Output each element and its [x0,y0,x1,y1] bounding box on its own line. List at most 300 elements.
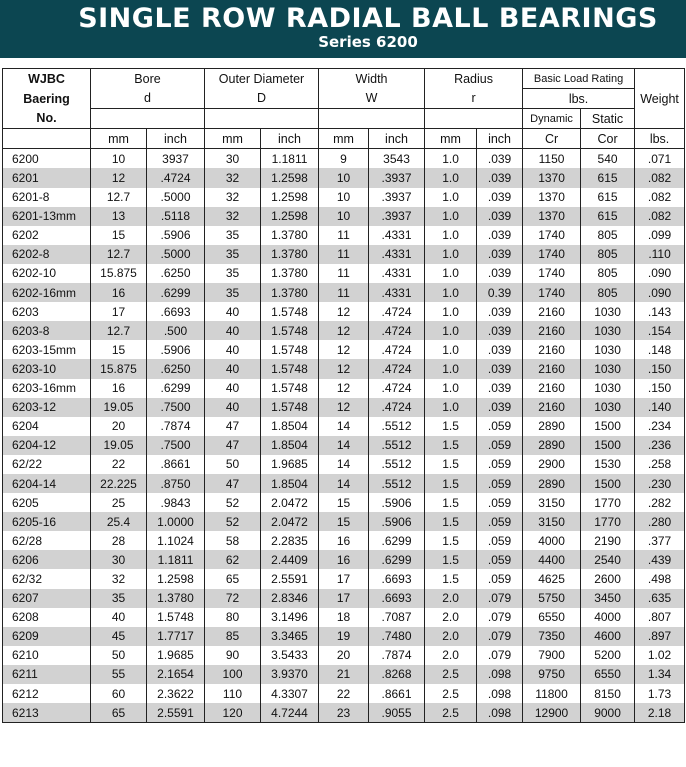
cell-weight-lbs: .154 [635,321,685,340]
page-subtitle: Series 6200 [318,33,418,51]
cell-bore-inch: .8750 [147,474,205,493]
cell-weight-lbs: .110 [635,245,685,264]
cell-bore-inch: .9843 [147,493,205,512]
cell-load-cor: 1030 [581,359,635,378]
table-row [3,149,685,169]
cell-width-mm: 12 [319,359,369,378]
cell-radius-mm: 1.5 [425,531,477,550]
cell-radius-inch: 0.39 [477,283,523,302]
cell-load-cor: 1030 [581,340,635,359]
cell-load-cr: 2160 [523,379,581,398]
cell-bore-inch: .5118 [147,207,205,226]
cell-bearing-no: 6203 [3,302,91,321]
cell-radius-mm: 2.5 [425,684,477,703]
cell-outer-inch: 1.3780 [261,245,319,264]
cell-width-mm: 16 [319,550,369,569]
cell-radius-inch: .098 [477,684,523,703]
cell-load-cr: 2160 [523,398,581,417]
cell-weight-lbs: .807 [635,608,685,627]
cell-weight-lbs: .498 [635,569,685,588]
cell-outer-mm: 85 [205,627,261,646]
cell-width-inch: .8661 [369,684,425,703]
cell-width-inch: .5512 [369,417,425,436]
cell-load-cor: 1500 [581,474,635,493]
col-header-basic-load-rating: Basic Load Rating [523,69,635,89]
cell-outer-inch: 3.9370 [261,665,319,684]
col-header-width-blank [319,109,425,129]
cell-width-mm: 15 [319,493,369,512]
cell-outer-mm: 40 [205,302,261,321]
cell-width-inch: .5512 [369,474,425,493]
cell-load-cr: 3150 [523,512,581,531]
cell-radius-inch: .059 [477,512,523,531]
cell-load-cor: 805 [581,283,635,302]
cell-load-cor: 540 [581,149,635,169]
cell-outer-inch: 1.8504 [261,417,319,436]
table-row [3,550,685,569]
cell-load-cor: 805 [581,264,635,283]
page-title: SINGLE ROW RADIAL BALL BEARINGS [78,3,658,34]
cell-radius-mm: 1.0 [425,207,477,226]
cell-outer-mm: 72 [205,589,261,608]
cell-radius-inch: .039 [477,207,523,226]
cell-radius-mm: 1.0 [425,245,477,264]
cell-bore-mm: 20 [91,417,147,436]
cell-radius-inch: .079 [477,589,523,608]
cell-bearing-no: 6208 [3,608,91,627]
cell-radius-inch: .039 [477,321,523,340]
cell-weight-lbs: .234 [635,417,685,436]
cell-width-inch: 3543 [369,149,425,169]
cell-bearing-no: 6209 [3,627,91,646]
cell-width-inch: .4724 [369,379,425,398]
cell-load-cr: 11800 [523,684,581,703]
cell-outer-mm: 40 [205,340,261,359]
cell-outer-mm: 40 [205,359,261,378]
cell-width-mm: 17 [319,589,369,608]
cell-load-cor: 1770 [581,512,635,531]
cell-width-mm: 14 [319,455,369,474]
cell-width-inch: .4331 [369,264,425,283]
cell-outer-inch: 2.0472 [261,493,319,512]
cell-radius-mm: 1.0 [425,283,477,302]
cell-width-inch: .6693 [369,569,425,588]
cell-width-mm: 18 [319,608,369,627]
cell-radius-inch: .059 [477,493,523,512]
table-row [3,474,685,493]
cell-radius-mm: 1.5 [425,550,477,569]
cell-width-inch: .4331 [369,283,425,302]
cell-outer-inch: 1.2598 [261,207,319,226]
cell-width-mm: 15 [319,512,369,531]
cell-radius-inch: .039 [477,168,523,187]
cell-load-cr: 2900 [523,455,581,474]
cell-width-mm: 14 [319,417,369,436]
table-row [3,188,685,207]
cell-outer-inch: 1.5748 [261,398,319,417]
table-row [3,531,685,550]
cell-load-cor: 6550 [581,665,635,684]
cell-outer-inch: 1.5748 [261,359,319,378]
cell-width-mm: 10 [319,188,369,207]
cell-load-cr: 1370 [523,168,581,187]
cell-load-cor: 1030 [581,321,635,340]
cell-bore-inch: 1.5748 [147,608,205,627]
cell-radius-inch: .059 [477,417,523,436]
table-row [3,302,685,321]
cell-bore-mm: 12.7 [91,321,147,340]
cell-radius-inch: .059 [477,550,523,569]
cell-load-cor: 1030 [581,398,635,417]
cell-bearing-no: 6205 [3,493,91,512]
cell-radius-inch: .098 [477,703,523,723]
col-header-radius-symbol: r [425,89,523,109]
col-header-load-unit: lbs. [523,89,635,109]
cell-bearing-no: 6201-8 [3,188,91,207]
table-row [3,512,685,531]
cell-bearing-no: 6210 [3,646,91,665]
cell-load-cr: 1370 [523,188,581,207]
cell-width-mm: 19 [319,627,369,646]
cell-radius-mm: 1.0 [425,168,477,187]
cell-width-mm: 20 [319,646,369,665]
cell-weight-lbs: 1.34 [635,665,685,684]
cell-bore-mm: 30 [91,550,147,569]
cell-outer-mm: 30 [205,149,261,169]
cell-weight-lbs: .150 [635,359,685,378]
col-header-bore-mm: mm [91,129,147,149]
cell-bore-mm: 15.875 [91,359,147,378]
cell-weight-lbs: .230 [635,474,685,493]
cell-radius-inch: .039 [477,302,523,321]
cell-bore-mm: 45 [91,627,147,646]
cell-outer-mm: 100 [205,665,261,684]
cell-outer-mm: 35 [205,245,261,264]
cell-bearing-no: 6207 [3,589,91,608]
cell-width-inch: .3937 [369,168,425,187]
cell-outer-mm: 35 [205,283,261,302]
cell-outer-mm: 52 [205,512,261,531]
cell-bearing-no: 6203-12 [3,398,91,417]
cell-radius-inch: .039 [477,264,523,283]
cell-weight-lbs: .090 [635,264,685,283]
cell-bore-inch: 3937 [147,149,205,169]
cell-width-mm: 11 [319,283,369,302]
cell-load-cor: 1030 [581,302,635,321]
table-body [3,149,685,723]
cell-width-inch: .5906 [369,493,425,512]
cell-bore-mm: 13 [91,207,147,226]
cell-load-cor: 8150 [581,684,635,703]
cell-outer-mm: 32 [205,207,261,226]
col-header-outer-diameter: Outer Diameter [205,69,319,89]
cell-bore-mm: 40 [91,608,147,627]
cell-radius-mm: 1.5 [425,417,477,436]
cell-bearing-no: 6200 [3,149,91,169]
col-header-width: Width [319,69,425,89]
cell-radius-inch: .039 [477,379,523,398]
cell-outer-mm: 47 [205,436,261,455]
cell-radius-inch: .059 [477,569,523,588]
cell-load-cor: 615 [581,188,635,207]
cell-outer-mm: 47 [205,474,261,493]
cell-bore-mm: 28 [91,531,147,550]
cell-load-cr: 2160 [523,302,581,321]
cell-bearing-no: 6211 [3,665,91,684]
cell-bearing-no: 6206 [3,550,91,569]
cell-bore-inch: 2.5591 [147,703,205,723]
cell-width-inch: .6299 [369,550,425,569]
cell-weight-lbs: .099 [635,226,685,245]
cell-radius-mm: 2.0 [425,627,477,646]
cell-radius-inch: .098 [477,665,523,684]
cell-bore-inch: .6250 [147,264,205,283]
cell-bore-inch: .5000 [147,188,205,207]
cell-width-inch: .4724 [369,359,425,378]
cell-load-cr: 5750 [523,589,581,608]
cell-radius-mm: 1.0 [425,379,477,398]
table-row [3,703,685,723]
cell-width-inch: .4724 [369,340,425,359]
cell-width-mm: 21 [319,665,369,684]
cell-load-cr: 12900 [523,703,581,723]
cell-load-cor: 805 [581,226,635,245]
cell-width-inch: .8268 [369,665,425,684]
cell-outer-inch: 1.2598 [261,168,319,187]
cell-radius-mm: 1.5 [425,436,477,455]
cell-load-cr: 2160 [523,340,581,359]
cell-outer-inch: 1.5748 [261,302,319,321]
cell-radius-mm: 1.0 [425,188,477,207]
cell-load-cor: 9000 [581,703,635,723]
cell-bore-mm: 16 [91,283,147,302]
cell-outer-mm: 50 [205,455,261,474]
cell-weight-lbs: .082 [635,188,685,207]
cell-weight-lbs: .082 [635,168,685,187]
cell-width-inch: .3937 [369,188,425,207]
table-row [3,569,685,588]
cell-load-cor: 805 [581,245,635,264]
cell-width-inch: .7480 [369,627,425,646]
col-header-radius-blank [425,109,523,129]
cell-bearing-no: 6204-12 [3,436,91,455]
cell-weight-lbs: 1.02 [635,646,685,665]
cell-bearing-no: 6202-8 [3,245,91,264]
cell-load-cr: 3150 [523,493,581,512]
cell-bore-inch: .8661 [147,455,205,474]
table-row [3,455,685,474]
cell-bearing-no: 6203-15mm [3,340,91,359]
cell-outer-inch: 4.3307 [261,684,319,703]
cell-width-inch: .4724 [369,302,425,321]
cell-bore-inch: .4724 [147,168,205,187]
cell-width-mm: 11 [319,226,369,245]
cell-width-inch: .7087 [369,608,425,627]
table-row [3,379,685,398]
table-row [3,646,685,665]
cell-width-inch: .4331 [369,226,425,245]
cell-radius-inch: .039 [477,245,523,264]
cell-bore-inch: 1.1024 [147,531,205,550]
col-header-width-mm: mm [319,129,369,149]
cell-width-mm: 17 [319,569,369,588]
cell-bearing-no: 62/22 [3,455,91,474]
cell-bore-inch: .7874 [147,417,205,436]
cell-bore-inch: 1.0000 [147,512,205,531]
col-header-radius: Radius [425,69,523,89]
cell-bore-inch: 1.2598 [147,569,205,588]
cell-bore-mm: 55 [91,665,147,684]
cell-weight-lbs: .236 [635,436,685,455]
cell-outer-inch: 1.8504 [261,436,319,455]
cell-load-cor: 4000 [581,608,635,627]
cell-outer-mm: 58 [205,531,261,550]
cell-load-cr: 2890 [523,436,581,455]
bearing-spec-table [2,68,685,723]
cell-outer-mm: 110 [205,684,261,703]
cell-radius-inch: .039 [477,188,523,207]
col-header-outer-blank [205,109,319,129]
cell-radius-mm: 2.5 [425,703,477,723]
cell-load-cr: 2890 [523,417,581,436]
cell-bearing-no: 6203-16mm [3,379,91,398]
col-header-no: No. [3,109,91,129]
cell-bore-mm: 10 [91,149,147,169]
cell-outer-inch: 1.3780 [261,283,319,302]
cell-load-cr: 9750 [523,665,581,684]
col-header-weight-unit: lbs. [635,129,685,149]
cell-radius-mm: 1.0 [425,226,477,245]
cell-radius-inch: .079 [477,608,523,627]
col-header-bore: Bore [91,69,205,89]
cell-outer-mm: 90 [205,646,261,665]
cell-load-cr: 4625 [523,569,581,588]
cell-radius-inch: .039 [477,398,523,417]
cell-width-inch: .7874 [369,646,425,665]
cell-weight-lbs: 1.73 [635,684,685,703]
cell-outer-inch: 1.3780 [261,264,319,283]
cell-outer-mm: 35 [205,226,261,245]
cell-bore-inch: .5906 [147,226,205,245]
cell-outer-inch: 2.4409 [261,550,319,569]
cell-radius-inch: .059 [477,474,523,493]
cell-load-cr: 1740 [523,226,581,245]
col-header-bore-blank [91,109,205,129]
cell-load-cor: 615 [581,168,635,187]
cell-outer-mm: 80 [205,608,261,627]
cell-outer-inch: 1.1811 [261,149,319,169]
cell-bore-inch: .6299 [147,283,205,302]
cell-load-cr: 6550 [523,608,581,627]
cell-radius-mm: 1.0 [425,264,477,283]
cell-bearing-no: 6205-16 [3,512,91,531]
cell-radius-inch: .059 [477,531,523,550]
cell-load-cr: 1150 [523,149,581,169]
col-header-radius-inch: inch [477,129,523,149]
cell-outer-mm: 35 [205,264,261,283]
cell-load-cor: 1770 [581,493,635,512]
cell-bearing-no: 6202 [3,226,91,245]
cell-bearing-no: 6204 [3,417,91,436]
cell-bearing-no: 6203-10 [3,359,91,378]
cell-radius-inch: .079 [477,627,523,646]
cell-weight-lbs: 2.18 [635,703,685,723]
col-header-no-blank [3,129,91,149]
cell-load-cr: 4000 [523,531,581,550]
cell-load-cr: 2160 [523,321,581,340]
cell-bore-mm: 15 [91,226,147,245]
cell-bore-mm: 19.05 [91,436,147,455]
cell-weight-lbs: .150 [635,379,685,398]
cell-radius-mm: 2.0 [425,589,477,608]
cell-width-mm: 10 [319,168,369,187]
cell-radius-inch: .039 [477,340,523,359]
cell-outer-mm: 40 [205,321,261,340]
cell-radius-mm: 1.5 [425,455,477,474]
cell-bore-inch: 1.1811 [147,550,205,569]
cell-bore-mm: 25.4 [91,512,147,531]
table-row [3,321,685,340]
cell-width-mm: 12 [319,340,369,359]
cell-width-inch: .4724 [369,321,425,340]
cell-load-cr: 7350 [523,627,581,646]
table-row [3,283,685,302]
cell-load-cr: 4400 [523,550,581,569]
table-row [3,493,685,512]
col-header-outer-inch: inch [261,129,319,149]
cell-weight-lbs: .258 [635,455,685,474]
cell-radius-mm: 2.5 [425,665,477,684]
cell-outer-mm: 40 [205,398,261,417]
col-header-outer-symbol: D [205,89,319,109]
cell-bore-inch: .5906 [147,340,205,359]
cell-outer-inch: 3.1496 [261,608,319,627]
cell-outer-mm: 32 [205,188,261,207]
table-row [3,168,685,187]
col-header-wjbc: WJBC [3,69,91,89]
col-header-bore-symbol: d [91,89,205,109]
cell-outer-inch: 1.5748 [261,379,319,398]
cell-width-inch: .5512 [369,455,425,474]
cell-width-mm: 12 [319,302,369,321]
cell-bore-inch: .7500 [147,436,205,455]
cell-width-inch: .4331 [369,245,425,264]
cell-bearing-no: 6204-14 [3,474,91,493]
cell-bore-inch: .5000 [147,245,205,264]
cell-outer-mm: 40 [205,379,261,398]
cell-weight-lbs: .148 [635,340,685,359]
cell-bore-inch: 2.1654 [147,665,205,684]
cell-bore-inch: 1.7717 [147,627,205,646]
cell-bore-mm: 22 [91,455,147,474]
cell-width-mm: 22 [319,684,369,703]
cell-outer-mm: 62 [205,550,261,569]
cell-bearing-no: 6201 [3,168,91,187]
table-row [3,436,685,455]
cell-bore-mm: 15 [91,340,147,359]
cell-width-mm: 12 [319,379,369,398]
cell-radius-inch: .039 [477,226,523,245]
cell-load-cr: 2890 [523,474,581,493]
table-row [3,245,685,264]
cell-load-cor: 1030 [581,379,635,398]
table-row [3,627,685,646]
cell-bearing-no: 62/32 [3,569,91,588]
cell-radius-mm: 1.0 [425,359,477,378]
cell-load-cr: 7900 [523,646,581,665]
cell-bore-inch: .6250 [147,359,205,378]
table-row [3,340,685,359]
